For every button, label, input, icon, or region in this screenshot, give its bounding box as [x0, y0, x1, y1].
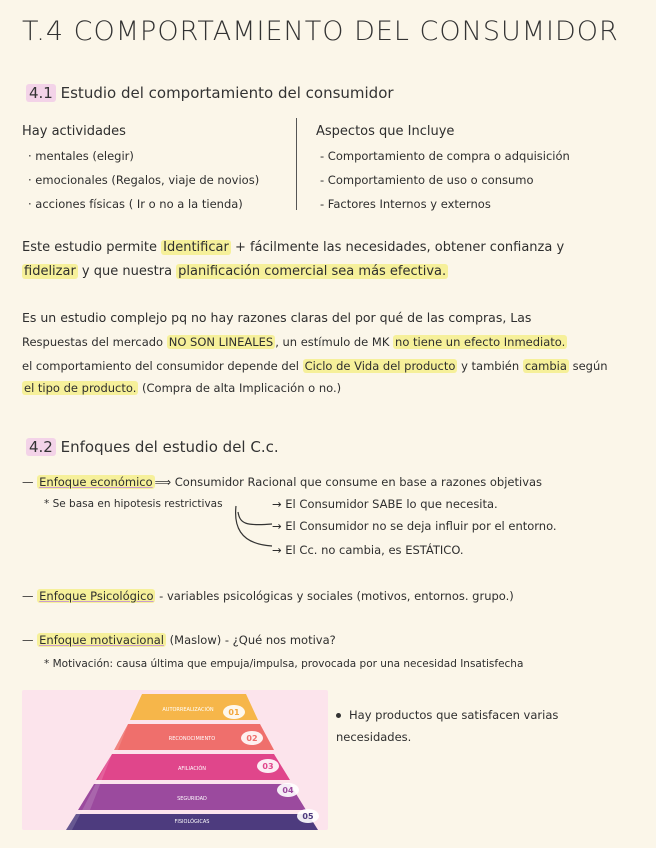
level-label: RECONOCIMIENTO [168, 736, 216, 742]
text-span: , un estímulo de MK [275, 335, 394, 349]
text-span: según [568, 359, 608, 373]
dash: — [22, 589, 38, 603]
approach-label: Enfoque motivacional [39, 633, 164, 647]
level-number: 04 [282, 786, 294, 795]
highlight: Identificar [163, 240, 229, 255]
approach-label: Enfoque Psicológico [39, 589, 154, 603]
paragraph-line [22, 334, 567, 350]
section-number: 4.1 [26, 84, 56, 102]
level-number: 02 [246, 734, 258, 743]
aspects-title: Aspectos que Incluye [316, 124, 455, 139]
paragraph-line [22, 264, 448, 280]
dash: — [22, 475, 38, 489]
approach-motivational [22, 632, 336, 648]
dash: — [22, 633, 38, 647]
section-number: 4.2 [26, 438, 56, 456]
activity-item: · emocionales (Regalos, viaje de novios) [28, 173, 260, 187]
highlight: Ciclo de Vida del producto [304, 359, 456, 373]
level-label: FISIOLÓGICAS [174, 819, 210, 825]
section-4-1-heading [26, 84, 394, 102]
level-number: 05 [302, 812, 314, 821]
page-title: T.4 COMPORTAMIENTO DEL CONSUMIDOR [22, 16, 619, 47]
approach-psychological [22, 588, 514, 604]
paragraph-line: Es un estudio complejo pq no hay razones claras del por qué de las compras, Las [22, 310, 532, 325]
text-span: y que nuestra [77, 264, 177, 279]
bullet-note [336, 704, 616, 748]
highlight: el tipo de producto. [24, 381, 137, 395]
section-title: Estudio del comportamiento del consumidor [60, 84, 394, 102]
paragraph-line [22, 240, 564, 256]
text-span: Respuestas del mercado [22, 335, 167, 349]
activities-title: Hay actividades [22, 124, 126, 139]
level-label: AUTORREALIZACIÓN [162, 707, 214, 713]
column-divider [296, 118, 297, 210]
branch-connector-icon [232, 504, 276, 550]
approach-economic [22, 474, 542, 490]
highlight: fidelizar [24, 264, 76, 279]
paragraph-line [22, 358, 608, 374]
approach-label: Enfoque económico [39, 475, 153, 489]
text-span: + fácilmente las necesidades, obtener confianza y [230, 240, 565, 255]
highlight: cambia [524, 359, 567, 373]
bullet-text: Hay productos que satisfacen varias necesidades. [336, 708, 559, 744]
branch-item: → El Consumidor no se deja influir por el entorno. [272, 519, 557, 533]
approach-text: - variables psicológicas y sociales (motivos, entornos. grupo.) [155, 589, 514, 603]
level-label: AFILIACIÓN [177, 766, 207, 772]
paragraph-line [22, 380, 341, 396]
aspect-item: - Comportamiento de uso o consumo [320, 173, 534, 187]
highlight: NO SON LINEALES [168, 335, 274, 349]
note: * Se basa en hipotesis restrictivas [44, 498, 223, 510]
bullet-dot-icon [336, 713, 341, 718]
section-title: Enfoques del estudio del C.c. [60, 438, 279, 456]
level-label: SEGURIDAD [177, 796, 207, 802]
text-span: el comportamiento del consumidor depende del [22, 359, 303, 373]
highlight: no tiene un efecto Inmediato. [395, 335, 566, 349]
approach-text: ⟹ Consumidor Racional que consume en base a razones objetivas [154, 475, 543, 489]
highlight: planificación comercial sea más efectiva. [178, 264, 447, 279]
approach-text: (Maslow) - ¿Qué nos motiva? [166, 633, 336, 647]
maslow-pyramid [22, 690, 328, 830]
note: * Motivación: causa última que empuja/impulsa, provocada por una necesidad Insatisfecha [44, 658, 524, 670]
aspect-item: - Factores Internos y externos [320, 197, 491, 211]
section-4-2-heading [26, 438, 279, 456]
activity-item: · acciones físicas ( Ir o no a la tienda) [28, 197, 243, 211]
text-span: Este estudio permite [22, 240, 162, 255]
aspect-item: - Comportamiento de compra o adquisición [320, 149, 570, 163]
pyramid-graphic [22, 690, 328, 830]
level-number: 03 [262, 762, 274, 771]
text-span: y también [457, 359, 523, 373]
text-span: (Compra de alta Implicación o no.) [138, 381, 342, 395]
branch-item: → El Cc. no cambia, es ESTÁTICO. [272, 543, 464, 557]
level-number: 01 [228, 708, 240, 717]
branch-item: → El Consumidor SABE lo que necesita. [272, 497, 498, 511]
activity-item: · mentales (elegir) [28, 149, 134, 163]
